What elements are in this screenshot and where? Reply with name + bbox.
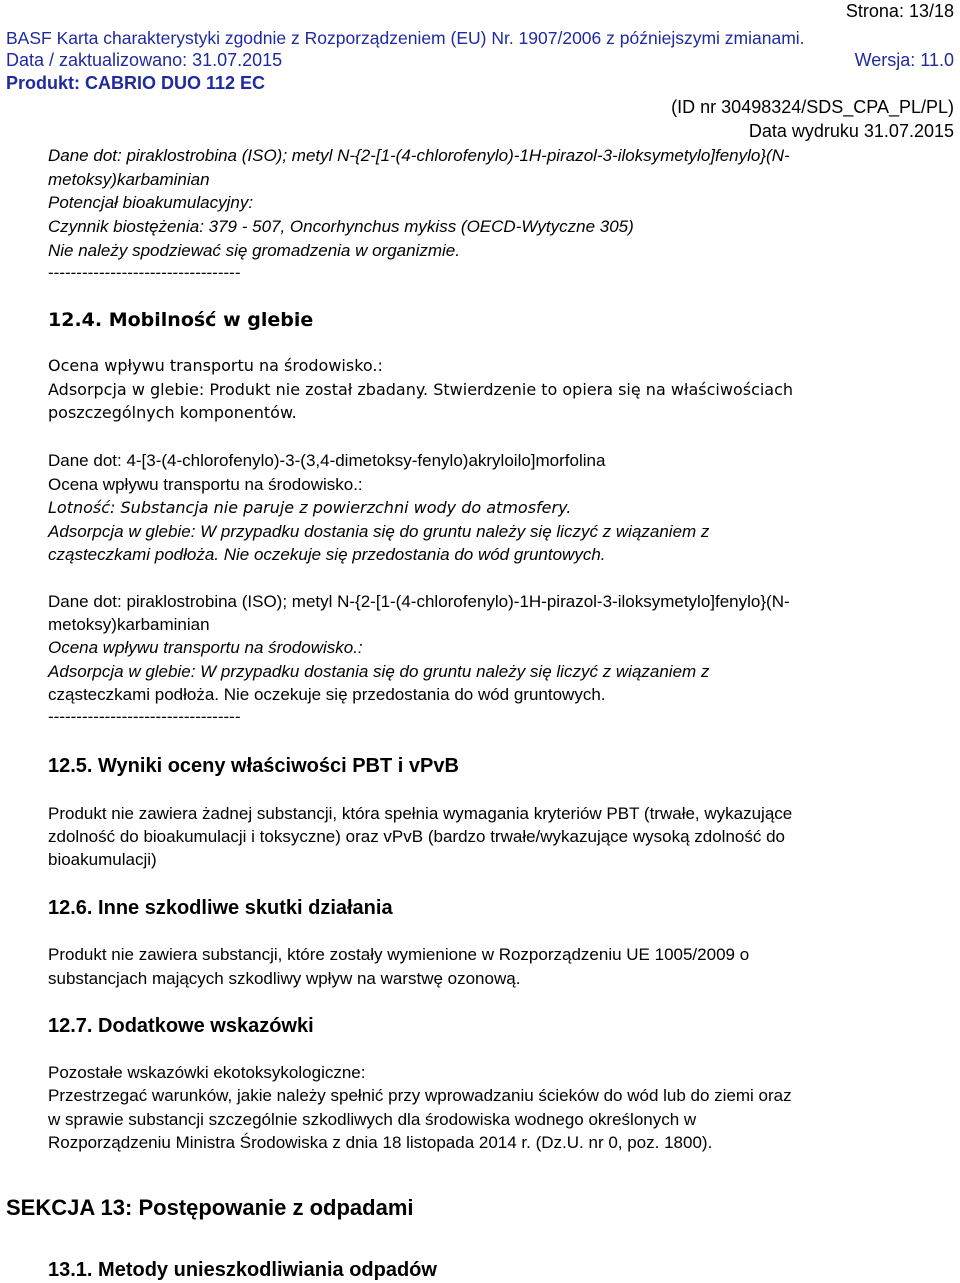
header-row-title <box>0 27 960 51</box>
text-line: Nie należy spodziewać się gromadzenia w organizmie. <box>48 241 460 260</box>
version: Wersja: 11.0 <box>854 50 954 70</box>
text-line: Przestrzegać warunków, jakie należy spełnić przy wprowadzaniu ścieków do wód lub do ziemi oraz <box>48 1086 792 1105</box>
section-heading-13: SEKCJA 13: Postępowanie z odpadami <box>6 1195 414 1220</box>
product-name: Produkt: CABRIO DUO 112 EC <box>6 73 266 93</box>
text-line: Dane dot: piraklostrobina (ISO); metyl N-{2-[1-(4-chlorofenylo)-1H-pirazol-3-iloksymetylo]fenylo}(N- <box>48 592 790 611</box>
document-id: (ID nr 30498324/SDS_CPA_PL/PL) <box>671 97 954 117</box>
text-line: Dane dot: 4-[3-(4-chlorofenylo)-3-(3,4-dimetoksy-fenylo)akryloilo]morfolina <box>48 451 606 470</box>
section-heading-12-4: 12.4. Mobilność w glebie <box>48 309 314 331</box>
print-date: Data wydruku 31.07.2015 <box>748 121 954 141</box>
section-heading-12-5: 12.5. Wyniki oceny właściwości PBT i vPvB <box>48 755 459 777</box>
separator: ---------------------------------- <box>48 263 241 282</box>
text-line: w sprawie substancji szczególnie szkodliwych dla środowiska wodnego określonych w <box>48 1110 697 1129</box>
text-line: Rozporządzeniu Ministra Środowiska z dnia 18 listopada 2014 r. (Dz.U. nr 0, poz. 1800). <box>48 1133 713 1152</box>
text-line: Produkt nie zawiera substancji, które zostały wymienione w Rozporządzeniu UE 1005/2009 o <box>48 945 750 964</box>
header-row-page <box>0 0 960 24</box>
text-line: Ocena wpływu transportu na środowisko.: <box>48 356 383 375</box>
text-line: Dane dot: piraklostrobina (ISO); metyl N-{2-[1-(4-chlorofenylo)-1H-pirazol-3-iloksymetylo]fenylo}(N- <box>48 146 790 165</box>
text-line: metoksy)karbaminian <box>48 170 210 189</box>
header-row-id <box>0 96 960 120</box>
text-line: Adsorpcja w glebie: W przypadku dostania się do gruntu należy się liczyć z wiązaniem z <box>48 662 710 681</box>
section-heading-12-7: 12.7. Dodatkowe wskazówki <box>48 1015 314 1037</box>
text-line: poszczególnych komponentów. <box>48 403 297 422</box>
separator: ---------------------------------- <box>48 707 241 726</box>
text-line: Produkt nie zawiera żadnej substancji, która spełnia wymagania kryteriów PBT (trwałe, wykazujące <box>48 804 793 823</box>
text-line: bioakumulacji) <box>48 850 157 869</box>
text-line: Czynnik biostężenia: 379 - 507, Oncorhynchus mykiss (OECD-Wytyczne 305) <box>48 217 634 236</box>
header-row-print <box>0 120 960 144</box>
text-line: zdolność do bioakumulacji i toksyczne) oraz vPvB (bardzo trwałe/wykazujące wysoką zdolność do <box>48 827 786 846</box>
text-line: metoksy)karbaminian <box>48 615 210 634</box>
text-line: Adsorpcja w glebie: W przypadku dostania się do gruntu należy się liczyć z wiązaniem z <box>48 522 710 541</box>
text-line: cząsteczkami podłoża. Nie oczekuje się przedostania do wód gruntowych. <box>48 545 606 564</box>
text-line: Ocena wpływu transportu na środowisko.: <box>48 638 363 657</box>
text-line: cząsteczkami podłoża. Nie oczekuje się przedostania do wód gruntowych. <box>48 685 606 704</box>
text-line: Ocena wpływu transportu na środowisko.: <box>48 475 363 494</box>
header-row-dates <box>0 49 960 73</box>
document-title: BASF Karta charakterystyki zgodnie z Rozporządzeniem (EU) Nr. 1907/2006 z późniejszymi zmianami. <box>6 28 805 48</box>
section-heading-12-6: 12.6. Inne szkodliwe skutki działania <box>48 897 393 919</box>
text-line: substancjach mających szkodliwy wpływ na warstwę ozonową. <box>48 969 521 988</box>
header-row-product <box>0 72 960 96</box>
update-date: Data / zaktualizowano: 31.07.2015 <box>6 50 283 70</box>
page-number: Strona: 13/18 <box>845 1 954 21</box>
text-line: Adsorpcja w glebie: Produkt nie został zbadany. Stwierdzenie to opiera się na właściwościach <box>48 380 794 399</box>
section-heading-13-1: 13.1. Metody unieszkodliwiania odpadów <box>48 1259 437 1281</box>
text-line: Lotność: Substancja nie paruje z powierzchni wody do atmosfery. <box>48 498 572 517</box>
text-line: Pozostałe wskazówki ekotoksykologiczne: <box>48 1063 366 1082</box>
text-line: Potencjał bioakumulacyjny: <box>48 193 254 212</box>
